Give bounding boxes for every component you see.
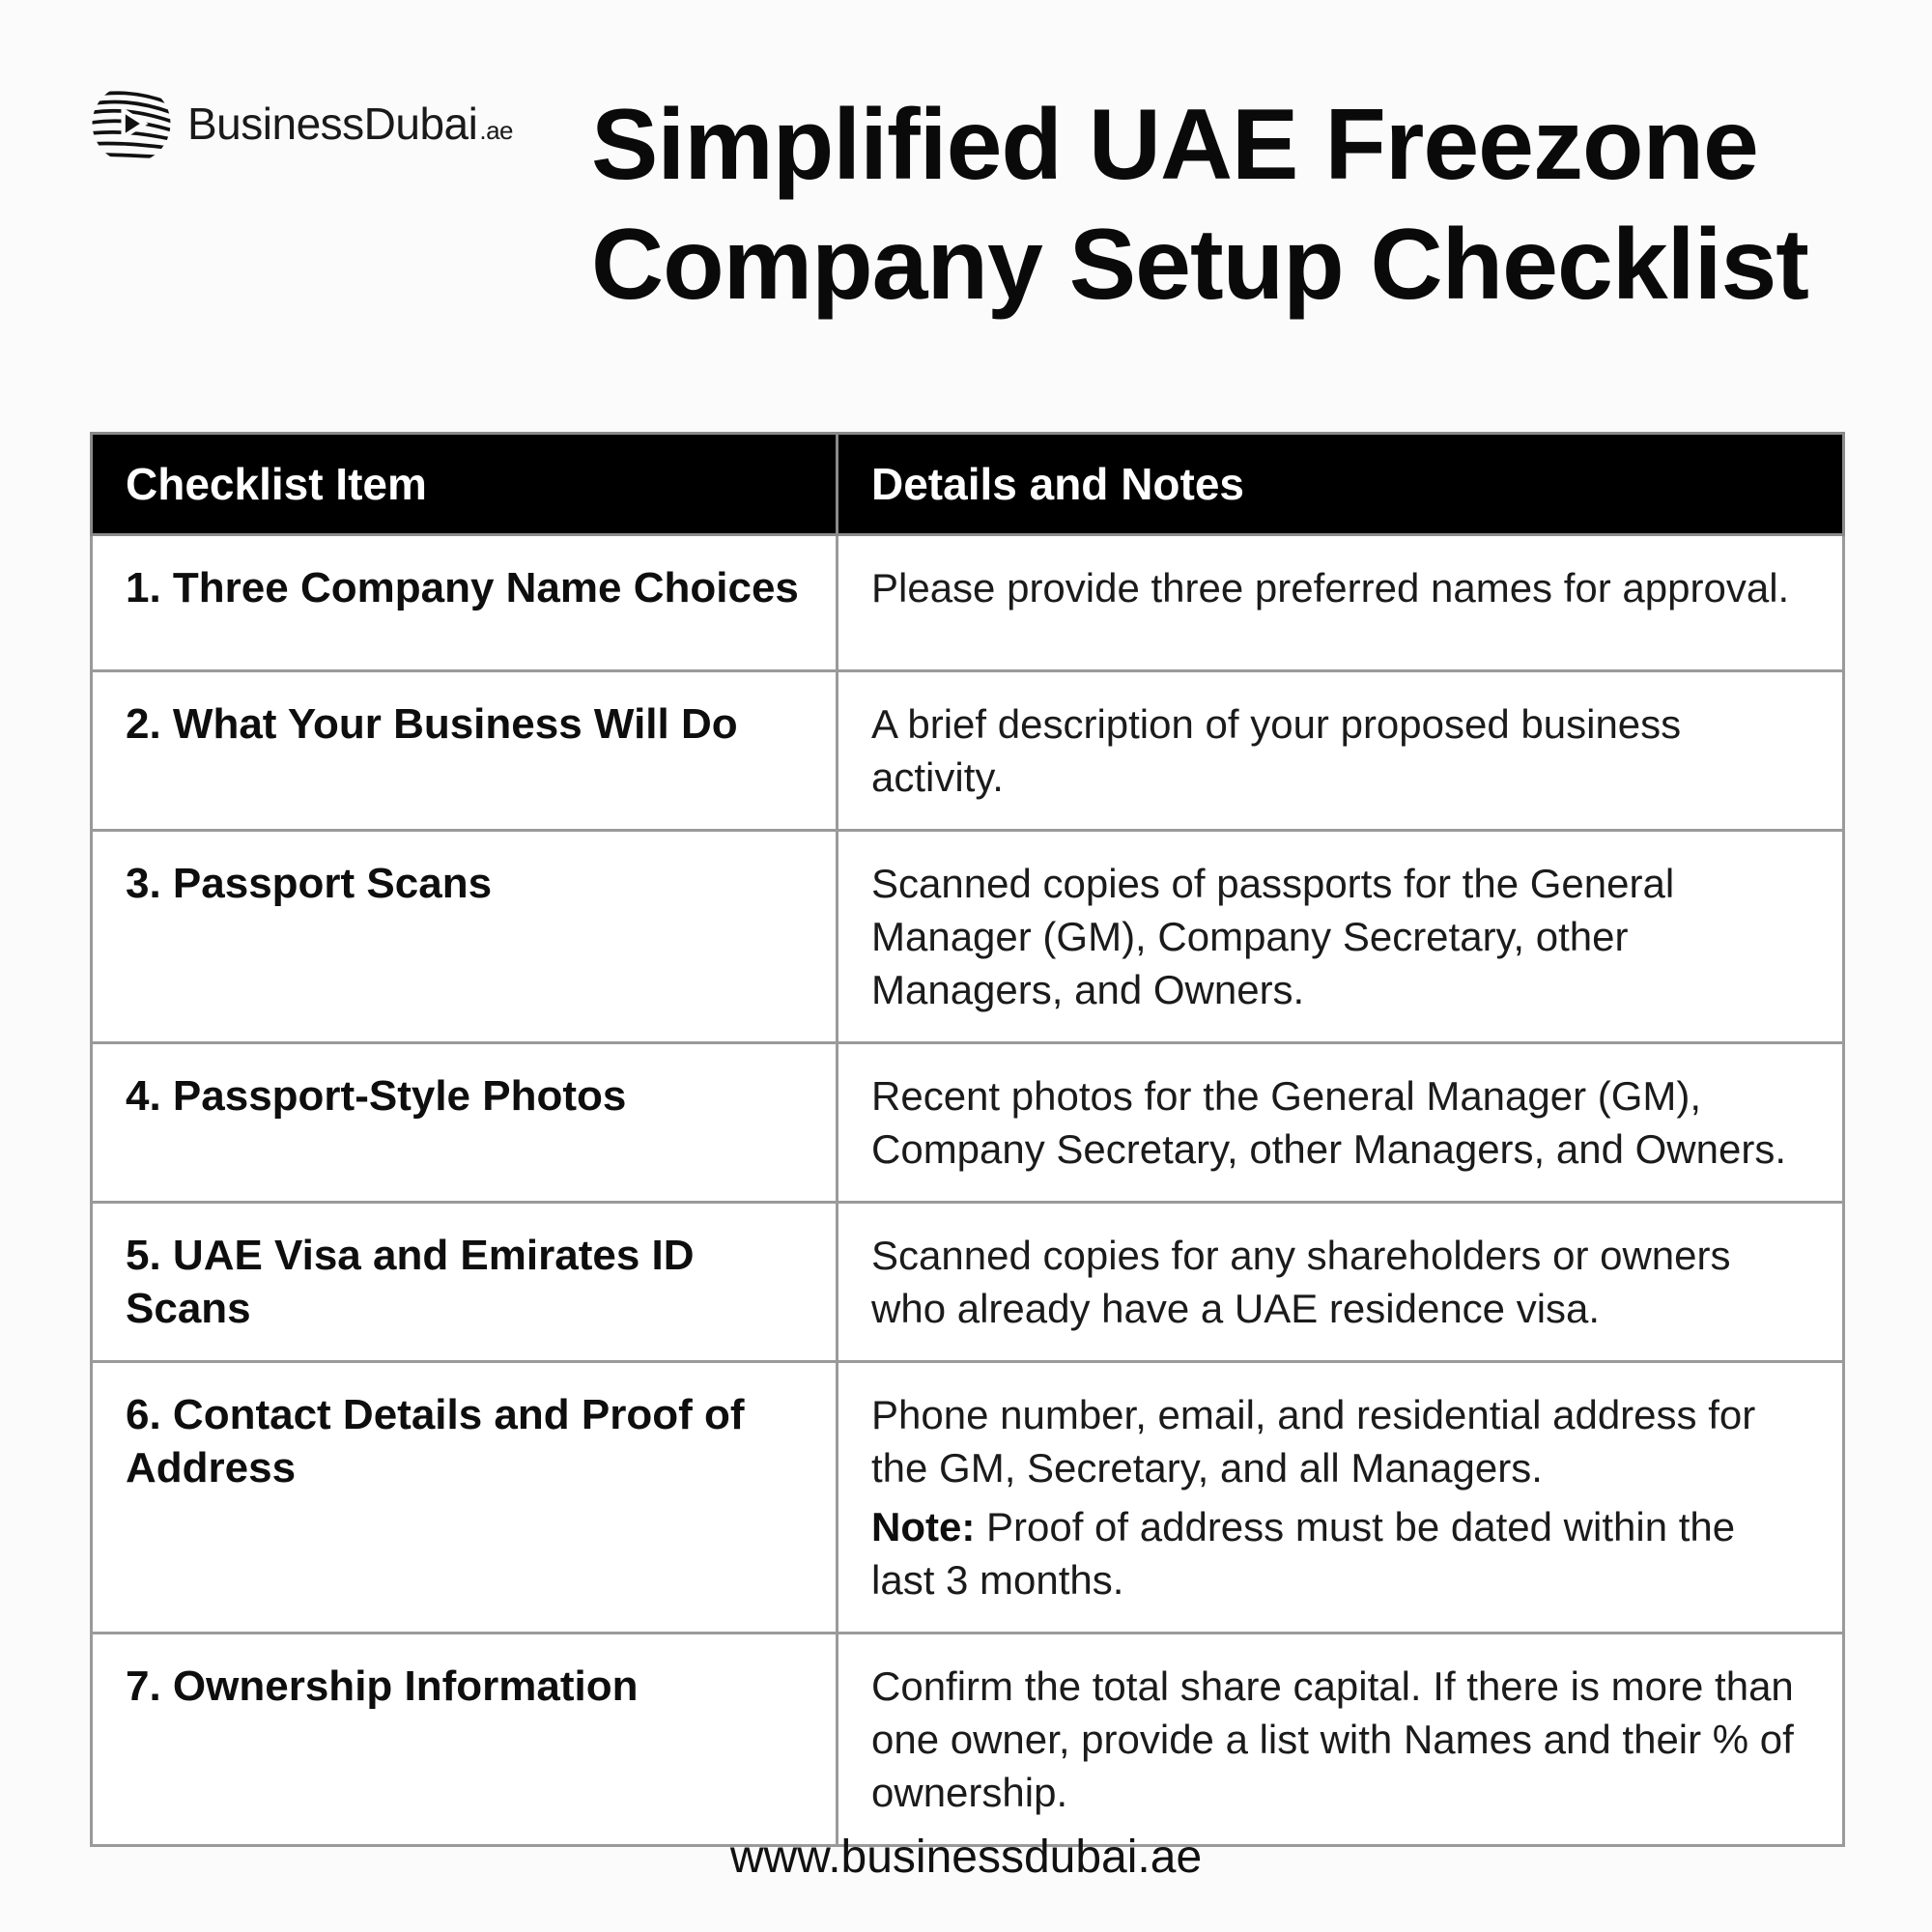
- table-row: [92, 1634, 1844, 1846]
- table-row: [92, 1203, 1844, 1362]
- brand-logo: [89, 81, 513, 166]
- row-details-with-note: [838, 1362, 1844, 1634]
- brand-name: [187, 98, 513, 150]
- header-checklist-item: Checklist Item: [92, 434, 838, 535]
- row-details: Recent photos for the General Manager (GM), Company Secretary, other Managers, and Owners.: [838, 1043, 1844, 1203]
- table-row: [92, 1043, 1844, 1203]
- note-label: Note:: [871, 1504, 976, 1549]
- table-row: [92, 1362, 1844, 1634]
- brand-name-suffix: .ae: [479, 116, 513, 145]
- table-row: [92, 671, 1844, 831]
- row-details: Confirm the total share capital. If there is more than one owner, provide a list with Names and their % of ownership.: [838, 1634, 1844, 1846]
- striped-circle-play-logo-icon: [89, 81, 174, 166]
- page-title-line-1: Simplified UAE Freezone: [591, 89, 1758, 201]
- row-details: A brief description of your proposed business activity.: [838, 671, 1844, 831]
- row-item-label: 5. UAE Visa and Emirates ID Scans: [92, 1203, 838, 1362]
- table-row: [92, 535, 1844, 671]
- row-item-label: 1. Three Company Name Choices: [92, 535, 838, 671]
- page-title-line-2: Company Setup Checklist: [591, 209, 1808, 321]
- row-details: Scanned copies of passports for the General Manager (GM), Company Secretary, other Managers, and Owners.: [838, 831, 1844, 1043]
- footer-url: www.businessdubai.ae: [729, 1832, 1203, 1883]
- note-text: Proof of address must be dated within the last 3 months.: [871, 1504, 1736, 1603]
- page-title: [591, 85, 1808, 325]
- row-item-label: 2. What Your Business Will Do: [92, 671, 838, 831]
- header-details-notes: Details and Notes: [838, 434, 1844, 535]
- row-item-label: 7. Ownership Information: [92, 1634, 838, 1846]
- checklist-table: [90, 432, 1845, 1847]
- row-details: Phone number, email, and residential address for the GM, Secretary, and all Managers.: [871, 1392, 1756, 1491]
- row-details: Scanned copies for any shareholders or owners who already have a UAE residence visa.: [838, 1203, 1844, 1362]
- row-item-label: 3. Passport Scans: [92, 831, 838, 1043]
- row-item-label: 4. Passport-Style Photos: [92, 1043, 838, 1203]
- row-details: Please provide three preferred names for approval.: [838, 535, 1844, 671]
- table-header-row: [92, 434, 1844, 535]
- table-row: [92, 831, 1844, 1043]
- brand-name-main: BusinessDubai: [187, 99, 478, 149]
- row-note: [871, 1500, 1809, 1606]
- row-item-label: 6. Contact Details and Proof of Address: [92, 1362, 838, 1634]
